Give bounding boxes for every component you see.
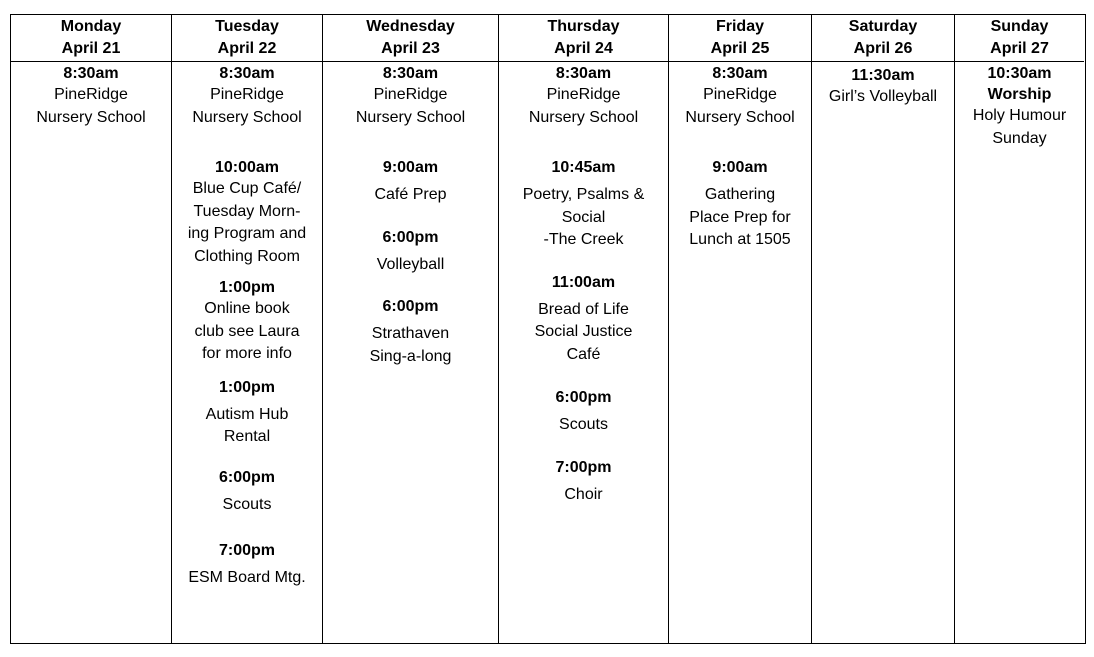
day-date: April 22 xyxy=(217,40,277,57)
event-line: PineRidge xyxy=(703,86,777,103)
event-time: 8:30am xyxy=(219,65,275,82)
event-time: 8:30am xyxy=(63,65,119,82)
event-time: 1:00pm xyxy=(218,378,276,396)
event-line: PineRidge xyxy=(373,86,448,103)
event-line: Gathering xyxy=(704,186,776,203)
event-line: Rental xyxy=(223,428,271,445)
event xyxy=(499,272,668,367)
event xyxy=(323,227,498,277)
day-date: April 25 xyxy=(710,40,770,57)
day-column-saturday xyxy=(812,15,955,643)
day-header xyxy=(11,15,171,62)
event xyxy=(323,157,498,207)
event xyxy=(499,157,668,252)
event-line: Clothing Room xyxy=(194,247,300,265)
event-time: 8:30am xyxy=(712,65,768,82)
day-column-monday xyxy=(11,15,172,643)
event-line: Social Justice xyxy=(534,323,633,340)
event xyxy=(323,63,498,129)
event-line: Place Prep for xyxy=(689,208,791,226)
event xyxy=(499,457,668,507)
event-line: club see Laura xyxy=(194,322,300,340)
event-line: Nursery School xyxy=(36,108,146,126)
event-line: Nursery School xyxy=(355,108,466,126)
day-name: Tuesday xyxy=(215,18,279,35)
day-column-sunday xyxy=(955,15,1084,643)
event-line: Poetry, Psalms & xyxy=(522,186,645,203)
event-line: Online book xyxy=(204,300,290,317)
event-line: Blue Cup Café/ xyxy=(192,180,302,197)
event-line: ESM Board Mtg. xyxy=(188,569,306,586)
event xyxy=(172,467,322,517)
event-time: 8:30am xyxy=(382,65,439,82)
event xyxy=(323,296,498,368)
day-header xyxy=(955,15,1084,62)
day-column-tuesday xyxy=(172,15,323,643)
day-name: Wednesday xyxy=(366,18,455,35)
event xyxy=(172,157,322,268)
event-line: Autism Hub xyxy=(205,405,289,423)
event-time: 10:00am xyxy=(214,159,280,176)
event xyxy=(812,65,954,109)
event-line: Nursery School xyxy=(528,108,639,126)
event-line: Choir xyxy=(564,485,603,503)
event xyxy=(172,377,322,449)
event xyxy=(11,63,171,129)
event xyxy=(172,540,322,590)
day-date: April 27 xyxy=(990,40,1049,57)
event-line: Sunday xyxy=(992,129,1047,147)
event-time: 11:30am xyxy=(851,67,915,84)
event xyxy=(669,63,811,129)
event-time: 8:30am xyxy=(555,65,612,82)
event xyxy=(499,63,668,129)
event-time: 11:00am xyxy=(551,273,616,291)
event-title: Worship xyxy=(987,86,1052,103)
event-time: 7:00pm xyxy=(218,542,276,559)
event-line: Girl’s Volleyball xyxy=(828,88,938,105)
day-header xyxy=(172,15,322,62)
day-name: Monday xyxy=(60,18,122,35)
event-line: PineRidge xyxy=(54,86,128,103)
event xyxy=(172,63,322,129)
event-line: PineRidge xyxy=(546,86,621,103)
event-line: Scouts xyxy=(222,495,272,513)
event-line: Café Prep xyxy=(374,186,447,203)
day-name: Sunday xyxy=(990,18,1049,35)
event xyxy=(955,63,1084,150)
event-line: Nursery School xyxy=(685,108,795,126)
day-date: April 21 xyxy=(61,40,121,57)
event-line: ing Program and xyxy=(187,225,307,242)
event-time: 6:00pm xyxy=(555,389,612,406)
event-line: Bread of Life xyxy=(538,300,629,318)
event-line: Social xyxy=(561,208,606,226)
weekly-calendar xyxy=(10,14,1086,644)
event-line: Lunch at 1505 xyxy=(689,231,791,248)
event-time: 7:00pm xyxy=(555,458,612,476)
day-column-friday xyxy=(669,15,812,643)
event-time: 6:00pm xyxy=(382,298,439,315)
event-line: Café xyxy=(566,345,601,363)
day-column-wednesday xyxy=(323,15,499,643)
day-name: Saturday xyxy=(848,18,918,35)
event-line: Strathaven xyxy=(371,325,450,342)
day-name: Friday xyxy=(715,18,764,35)
event-time: 10:30am xyxy=(987,65,1052,82)
event-line: for more info xyxy=(202,345,292,362)
event-line: Sing-a-long xyxy=(369,347,452,365)
day-date: April 24 xyxy=(554,40,613,57)
event-time: 9:00am xyxy=(382,159,439,176)
day-header xyxy=(499,15,668,62)
event-time: 10:45am xyxy=(551,159,616,176)
event-time: 9:00am xyxy=(712,159,768,176)
event-line: Scouts xyxy=(559,416,608,433)
day-header xyxy=(323,15,498,62)
event xyxy=(669,157,811,252)
day-date: April 23 xyxy=(381,40,440,57)
event-line: Holy Humour xyxy=(972,107,1067,124)
day-header xyxy=(812,15,954,62)
event-line: PineRidge xyxy=(210,86,284,103)
day-name: Thursday xyxy=(547,18,620,35)
event-line: -The Creek xyxy=(543,231,624,248)
day-date: April 26 xyxy=(853,40,913,57)
event-time: 6:00pm xyxy=(382,228,439,246)
day-header xyxy=(669,15,811,62)
event-line: Volleyball xyxy=(376,255,445,273)
event xyxy=(499,387,668,437)
event-time: 6:00pm xyxy=(218,468,276,486)
event-time: 1:00pm xyxy=(218,279,276,296)
event xyxy=(172,277,322,366)
day-column-thursday xyxy=(499,15,669,643)
event-line: Tuesday Morn- xyxy=(193,202,301,220)
event-line: Nursery School xyxy=(192,108,302,126)
